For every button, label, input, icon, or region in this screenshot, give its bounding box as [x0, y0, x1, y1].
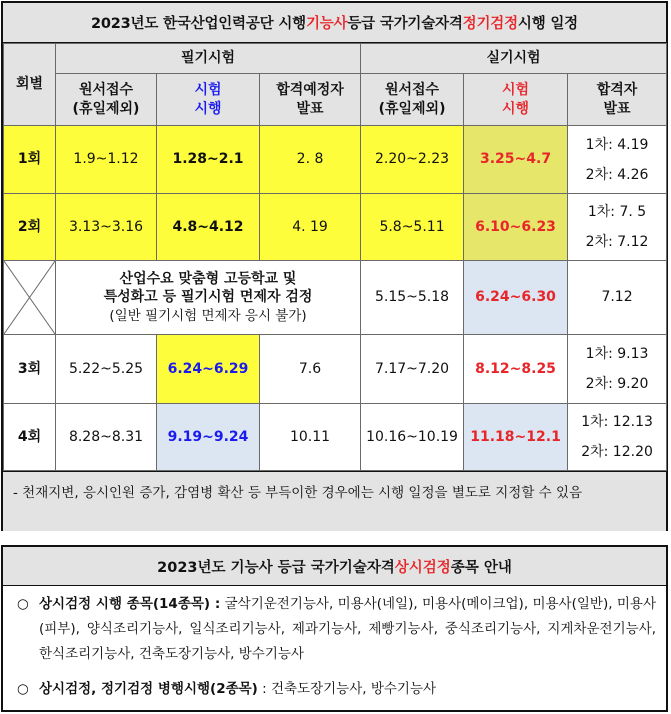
practical-exam-date-header: 시험 시행: [464, 74, 568, 126]
practical-apply-cell: 5.15~5.18: [361, 261, 464, 335]
ongoing-title: 2023년도 기능사 등급 국가기술자격 상시검정 종목 안내: [3, 547, 666, 586]
written-apply-cell: 8.28~8.31: [56, 404, 157, 471]
list-item: ○ 상시검정 시행 종목(14종목) : 굴삭기운전기능사, 미용사(네일), 미용사(메이크업), 미용사(일반), 미용사(피부), 양식조리기능사, 일식조리기능사, 제과기능사, 제빵기능사, 중식조리기능사, 지게차운전기능사, 한식조리기능사, 건축도장기능사, 방수기능사: [17, 592, 656, 667]
round-cell: 3회: [4, 335, 56, 404]
exemption-exam-note: 산업수요 맞춤형 고등학교 및 특성화고 등 필기시험 면제자 검정 (일반 필기시험 면제자 응시 불가): [56, 261, 361, 335]
schedule-footnote: - 천재지변, 응시인원 증가, 감염병 확산 등 부득이한 경우에는 시행 일정을 별도로 지정할 수 있음: [3, 471, 666, 531]
written-exam-cell: 4.8~4.12: [157, 194, 260, 261]
practical-apply-header: 원서접수 (휴일제외): [361, 74, 464, 126]
written-apply-cell: 1.9~1.12: [56, 126, 157, 194]
written-exam-date-header: 시험 시행: [157, 74, 260, 126]
table-row: [4, 126, 667, 194]
practical-apply-cell: 10.16~10.19: [361, 404, 464, 471]
practical-result-cell: 1차: 9.13 2차: 9.20: [568, 335, 667, 404]
written-result-cell: 7.6: [260, 335, 361, 404]
practical-result-cell: 1차: 4.19 2차: 4.26: [568, 126, 667, 194]
table-row: [4, 404, 667, 471]
written-apply-header: 원서접수 (휴일제외): [56, 74, 157, 126]
written-result-cell: 10.11: [260, 404, 361, 471]
practical-exam-cell: 3.25~4.7: [464, 126, 568, 194]
written-apply-cell: 5.22~5.25: [56, 335, 157, 404]
practical-exam-header: 실기시험: [361, 44, 667, 74]
written-result-cell: 4. 19: [260, 194, 361, 261]
round-header: 회별: [4, 44, 56, 126]
written-result-cell: 2. 8: [260, 126, 361, 194]
written-exam-cell: 9.19~9.24: [157, 404, 260, 471]
circle-bullet-icon: ○: [17, 681, 29, 697]
practical-exam-cell: 8.12~8.25: [464, 335, 568, 404]
practical-result-cell: 1차: 7. 5 2차: 7.12: [568, 194, 667, 261]
table-row: [4, 194, 667, 261]
schedule-title: 2023년도 한국산업인력공단 시행 기능사 등급 국가기술자격 정기검정 시행 일정: [3, 3, 666, 43]
practical-apply-cell: 5.8~5.11: [361, 194, 464, 261]
written-exam-cell: 6.24~6.29: [157, 335, 260, 404]
written-result-header: 합격예정자 발표: [260, 74, 361, 126]
circle-bullet-icon: ○: [17, 596, 29, 612]
practical-result-header: 합격자 발표: [568, 74, 667, 126]
written-apply-cell: 3.13~3.16: [56, 194, 157, 261]
written-exam-cell: 1.28~2.1: [157, 126, 260, 194]
round-cell: 1회: [4, 126, 56, 194]
round-cell: 4회: [4, 404, 56, 471]
practical-result-cell: 7.12: [568, 261, 667, 335]
table-row: [4, 261, 667, 335]
table-row: [4, 335, 667, 404]
practical-exam-cell: 11.18~12.1: [464, 404, 568, 471]
cross-mark-icon: [4, 261, 55, 334]
practical-exam-cell: 6.24~6.30: [464, 261, 568, 335]
regular-exam-schedule: [1, 1, 668, 531]
practical-result-cell: 1차: 12.13 2차: 12.20: [568, 404, 667, 471]
written-exam-header: 필기시험: [56, 44, 361, 74]
practical-apply-cell: 2.20~2.23: [361, 126, 464, 194]
practical-exam-cell: 6.10~6.23: [464, 194, 568, 261]
ongoing-exam-info: [1, 545, 668, 712]
list-item: ○ 상시검정, 정기검정 병행시행(2종목) : 건축도장기능사, 방수기능사: [17, 677, 656, 702]
round-cell: 2회: [4, 194, 56, 261]
practical-apply-cell: 7.17~7.20: [361, 335, 464, 404]
schedule-table: [3, 43, 667, 471]
empty-round-cell: [4, 261, 56, 335]
